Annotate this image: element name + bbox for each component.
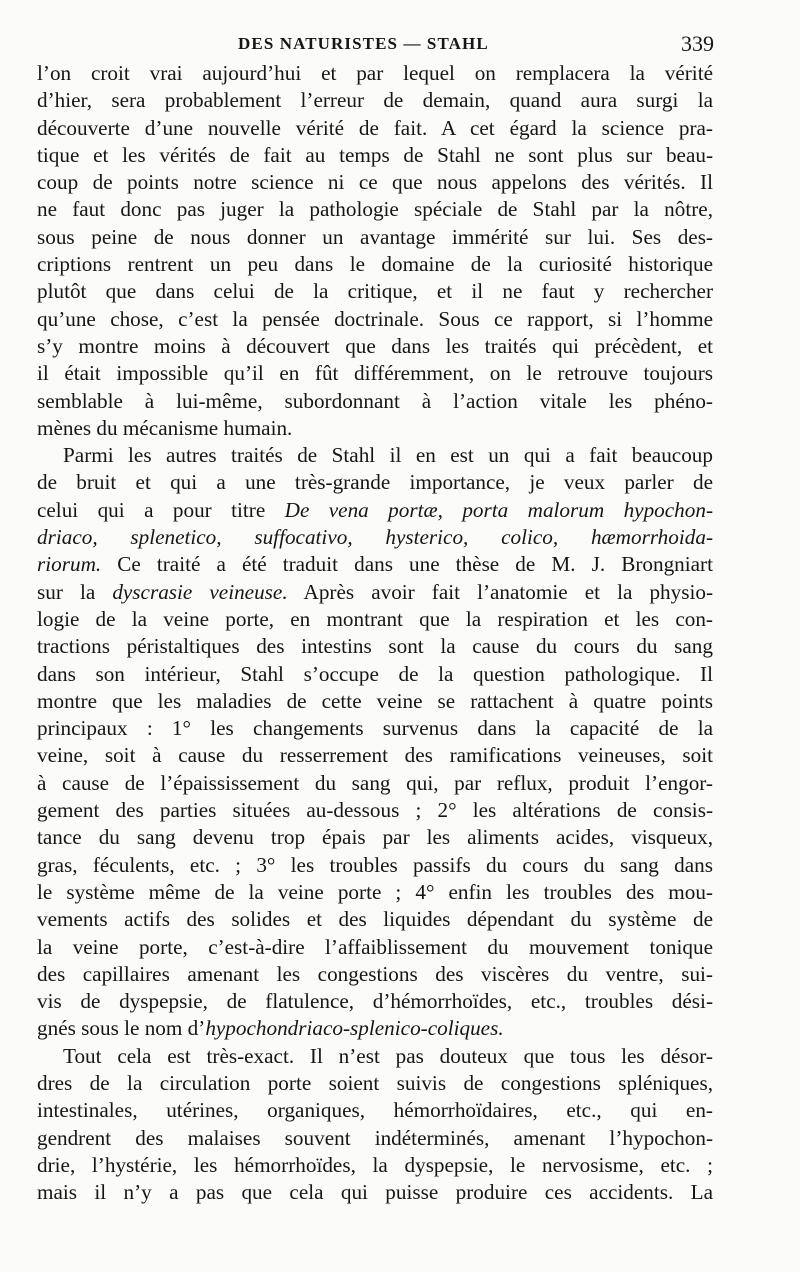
text-line <box>37 278 713 305</box>
text-run: vis de dyspepsie, de flatulence, d’hémorrhoïdes, etc., troubles dési- <box>37 989 713 1014</box>
text-line <box>37 742 713 769</box>
text-run: d’hier, sera probablement l’erreur de demain, quand aura surgi la <box>37 88 713 113</box>
text-line <box>37 1015 713 1042</box>
text-run: découverte d’une nouvelle vérité de fait. A cet égard la science pra- <box>37 115 713 140</box>
running-title: DES NATURISTES — STAHL <box>238 34 489 53</box>
text-line <box>37 661 713 688</box>
text-run: tractions péristaltiques des intestins sont la cause du cours du sang <box>37 634 713 659</box>
text-line <box>37 551 713 578</box>
text-line <box>37 60 713 87</box>
text-run: la veine porte, c’est-à-dire l’affaiblissement du mouvement tonique <box>37 934 713 959</box>
text-line <box>37 469 713 496</box>
text-line <box>37 1152 713 1179</box>
italic-text: dyscrasie veineuse. <box>112 579 288 604</box>
text-line <box>37 961 713 988</box>
text-line <box>37 497 713 524</box>
text-run: à cause de l’épaississement du sang qui, par reflux, produit l’engor- <box>37 770 713 795</box>
text-line <box>37 579 713 606</box>
text-line <box>37 360 713 387</box>
text-run: ne faut donc pas juger la pathologie spéciale de Stahl par la nôtre, <box>37 197 713 222</box>
text-run: montre que les maladies de cette veine se rattachent à quatre points <box>37 688 713 713</box>
text-line <box>37 1125 713 1152</box>
text-line <box>37 770 713 797</box>
text-line <box>37 169 713 196</box>
italic-text: De vena portæ, porta malorum hypochon- <box>284 497 713 522</box>
text-run: Après avoir fait l’anatomie et la physio- <box>287 579 713 604</box>
text-line <box>37 333 713 360</box>
paragraph <box>37 60 713 442</box>
text-run: Ce traité a été traduit dans une thèse de M. J. Brongniart <box>101 552 713 577</box>
text-line <box>37 633 713 660</box>
text-line <box>37 988 713 1015</box>
text-line <box>37 934 713 961</box>
text-run: logie de la veine porte, en montrant que la respiration et les con- <box>37 606 713 631</box>
text-run: le système même de la veine porte ; 4° enfin les troubles des mou- <box>37 879 713 904</box>
text-run: s’y montre moins à découvert que dans les traités qui précèdent, et <box>37 333 713 358</box>
text-line <box>37 415 713 442</box>
text-run: l’on croit vrai aujourd’hui et par lequel on remplacera la vérité <box>37 61 713 85</box>
italic-text: hypochondriaco-splenico-coliques. <box>205 1016 504 1041</box>
italic-text: riorum. <box>37 552 102 577</box>
text-line <box>37 524 713 551</box>
text-run: celui qui a pour titre <box>37 497 285 522</box>
text-run: gendrent des malaises souvent indéterminés, amenant l’hypochon- <box>37 1125 713 1150</box>
text-run: vements actifs des solides et des liquides dépendant du système de <box>37 907 713 932</box>
text-run: semblable à lui-même, subordonnant à l’action vitale les phéno- <box>37 388 713 413</box>
text-run: tique et les vérités de fait au temps de Stahl ne sont plus sur beau- <box>37 142 713 167</box>
text-run: dans son intérieur, Stahl s’occupe de la question pathologique. Il <box>37 661 713 686</box>
text-run: sous peine de nous donner un avantage immérité sur lui. Ses des- <box>37 224 713 249</box>
text-run: criptions rentrent un peu dans le domaine de la curiosité historique <box>37 252 713 277</box>
text-run: drie, l’hystérie, les hémorrhoïdes, la dyspepsie, le nervosisme, etc. ; <box>37 1152 713 1177</box>
text-line <box>37 824 713 851</box>
text-run: mais il n’y a pas que cela qui puisse produire ces accidents. La <box>37 1180 713 1205</box>
text-line <box>37 388 713 415</box>
page-number: 339 <box>681 31 714 56</box>
italic-text: driaco, splenetico, suffocativo, hysterico, colico, hæmorrhoida- <box>37 525 713 550</box>
text-line <box>37 688 713 715</box>
text-line <box>37 715 713 742</box>
text-run: il était impossible qu’il en fût différemment, on le retrouve toujours <box>37 361 713 386</box>
text-run: coup de points notre science ni ce que nous appelons des vérités. Il <box>37 170 713 195</box>
text-line <box>37 251 713 278</box>
text-line <box>37 1179 713 1206</box>
text-line <box>37 306 713 333</box>
text-line <box>37 196 713 223</box>
text-run: sur la <box>37 579 113 604</box>
text-line <box>37 1097 713 1124</box>
paragraph <box>37 1043 713 1207</box>
text-run: Tout cela est très-exact. Il n’est pas douteux que tous les désor- <box>63 1043 713 1068</box>
text-run: intestinales, utérines, organiques, hémorrhoïdaires, etc., qui en- <box>37 1098 713 1123</box>
text-line <box>37 797 713 824</box>
text-run: tance du sang devenu trop épais par les aliments acides, visqueux, <box>37 825 713 850</box>
text-run: principaux : 1° les changements survenus dans la capacité de la <box>37 716 713 741</box>
text-run: mènes du mécanisme humain. <box>37 415 293 440</box>
text-run: plutôt que dans celui de la critique, et il ne faut y rechercher <box>37 279 713 304</box>
body-text <box>37 60 713 1206</box>
text-run: gnés sous le nom d’ <box>37 1016 206 1041</box>
text-run: gras, féculents, etc. ; 3° les troubles passifs du cours du sang dans <box>37 852 713 877</box>
text-line <box>37 115 713 142</box>
text-line <box>37 906 713 933</box>
paragraph <box>37 442 713 1043</box>
text-run: dres de la circulation porte soient suivis de congestions spléniques, <box>37 1070 713 1095</box>
text-line <box>37 224 713 251</box>
text-run: des capillaires amenant les congestions des viscères du ventre, sui- <box>37 961 713 986</box>
text-run: de bruit et qui a une très-grande importance, je veux parler de <box>37 470 713 495</box>
text-run: qu’une chose, c’est la pensée doctrinale. Sous ce rapport, si l’homme <box>37 306 713 331</box>
text-line <box>37 879 713 906</box>
text-line <box>37 87 713 114</box>
text-run: gement des parties situées au-dessous ; 2° les altérations de consis- <box>37 798 713 823</box>
text-run: Parmi les autres traités de Stahl il en est un qui a fait beaucoup <box>63 443 713 468</box>
text-line <box>37 852 713 879</box>
text-line <box>37 606 713 633</box>
running-header <box>38 31 714 60</box>
text-line <box>37 442 713 469</box>
text-run: veine, soit à cause du resserrement des ramifications veineuses, soit <box>37 743 713 768</box>
text-line <box>37 142 713 169</box>
text-line <box>37 1043 713 1070</box>
text-line <box>37 1070 713 1097</box>
